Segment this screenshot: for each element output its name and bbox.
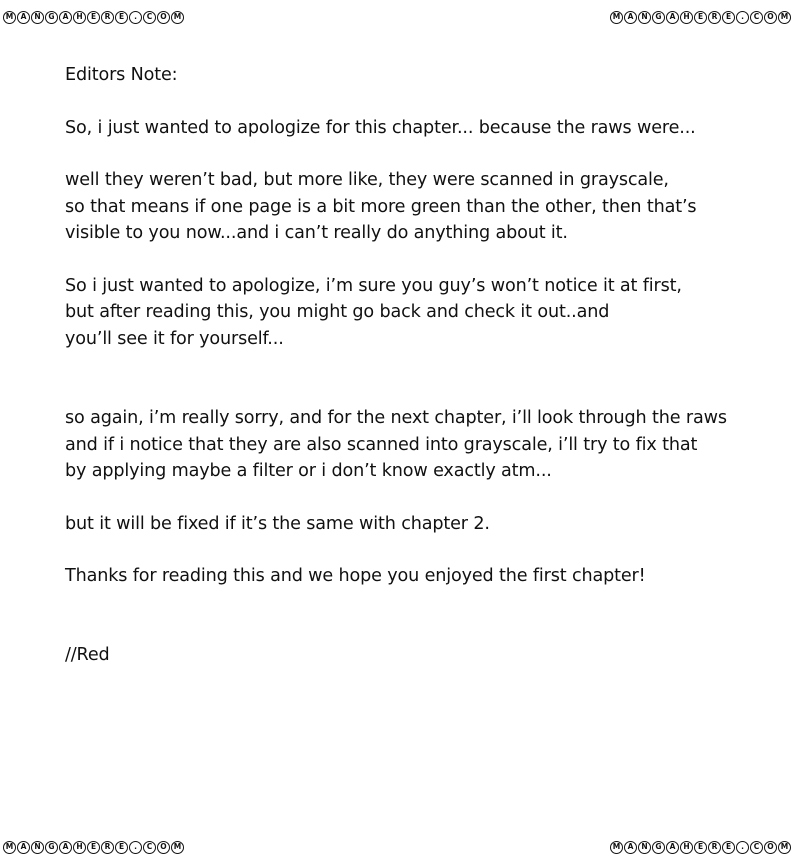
watermark-letter: E [694, 11, 707, 24]
watermark-letter: H [680, 841, 693, 854]
watermark-letter: G [45, 11, 58, 24]
watermark-letter: C [750, 11, 763, 24]
watermark-letter: O [764, 841, 777, 854]
note-signature: //Red [65, 644, 110, 665]
watermark-letter: M [610, 841, 623, 854]
watermark-letter: . [129, 11, 142, 24]
editors-note [65, 62, 785, 668]
watermark-letter: N [638, 11, 651, 24]
watermark-letter: M [3, 11, 16, 24]
watermark-letter: N [31, 11, 44, 24]
watermark-letter: C [143, 11, 156, 24]
watermark-top-right [610, 11, 791, 24]
watermark-letter: A [624, 11, 637, 24]
watermark-letter: O [764, 11, 777, 24]
note-paragraph-4: so again, i’m really sorry, and for the next chapter, i’ll look through the raws and if i notice that they are also scanned into grayscale, i’ll try to fix that by applying maybe a filter or i don’t know exactly atm... [65, 408, 727, 481]
watermark-top-left [3, 11, 184, 24]
watermark-letter: M [610, 11, 623, 24]
note-paragraph-2: well they weren’t bad, but more like, they were scanned in grayscale, so that means if one page is a bit more green than the other, then that’s visible to you now...and i can’t really do anything about it. [65, 170, 697, 243]
watermark-letter: . [736, 841, 749, 854]
watermark-letter: O [157, 841, 170, 854]
note-paragraph-3: So i just wanted to apologize, i’m sure you guy’s won’t notice it at first, but after reading this, you might go back and check it out..and you’ll see it for yourself... [65, 275, 682, 349]
watermark-letter: E [87, 11, 100, 24]
watermark-letter: N [638, 841, 651, 854]
watermark-bottom-right [610, 841, 791, 854]
watermark-bottom-left [3, 841, 184, 854]
watermark-letter: A [666, 11, 679, 24]
watermark-letter: H [680, 11, 693, 24]
watermark-letter: R [101, 841, 114, 854]
note-paragraph-1: So, i just wanted to apologize for this chapter... because the raws were... [65, 117, 696, 138]
watermark-letter: G [652, 841, 665, 854]
watermark-letter: A [59, 11, 72, 24]
watermark-letter: H [73, 841, 86, 854]
note-paragraph-5: but it will be fixed if it’s the same with chapter 2. [65, 513, 490, 534]
watermark-letter: O [157, 11, 170, 24]
watermark-letter: A [666, 841, 679, 854]
watermark-letter: R [708, 841, 721, 854]
watermark-letter: M [171, 11, 184, 24]
watermark-letter: E [115, 841, 128, 854]
watermark-letter: R [708, 11, 721, 24]
watermark-letter: H [73, 11, 86, 24]
watermark-letter: A [17, 11, 30, 24]
watermark-letter: E [722, 841, 735, 854]
watermark-letter: E [722, 11, 735, 24]
watermark-letter: M [171, 841, 184, 854]
watermark-letter: M [778, 841, 791, 854]
watermark-letter: C [750, 841, 763, 854]
watermark-letter: R [101, 11, 114, 24]
watermark-letter: A [624, 841, 637, 854]
note-paragraph-6: Thanks for reading this and we hope you enjoyed the first chapter! [65, 566, 646, 586]
watermark-letter: G [45, 841, 58, 854]
watermark-letter: E [694, 841, 707, 854]
watermark-letter: E [115, 11, 128, 24]
watermark-letter: C [143, 841, 156, 854]
watermark-letter: N [31, 841, 44, 854]
note-heading: Editors Note: [65, 65, 178, 85]
watermark-letter: M [3, 841, 16, 854]
watermark-letter: . [736, 11, 749, 24]
watermark-letter: A [17, 841, 30, 854]
watermark-letter: . [129, 841, 142, 854]
watermark-letter: A [59, 841, 72, 854]
watermark-letter: M [778, 11, 791, 24]
watermark-letter: G [652, 11, 665, 24]
watermark-letter: E [87, 841, 100, 854]
